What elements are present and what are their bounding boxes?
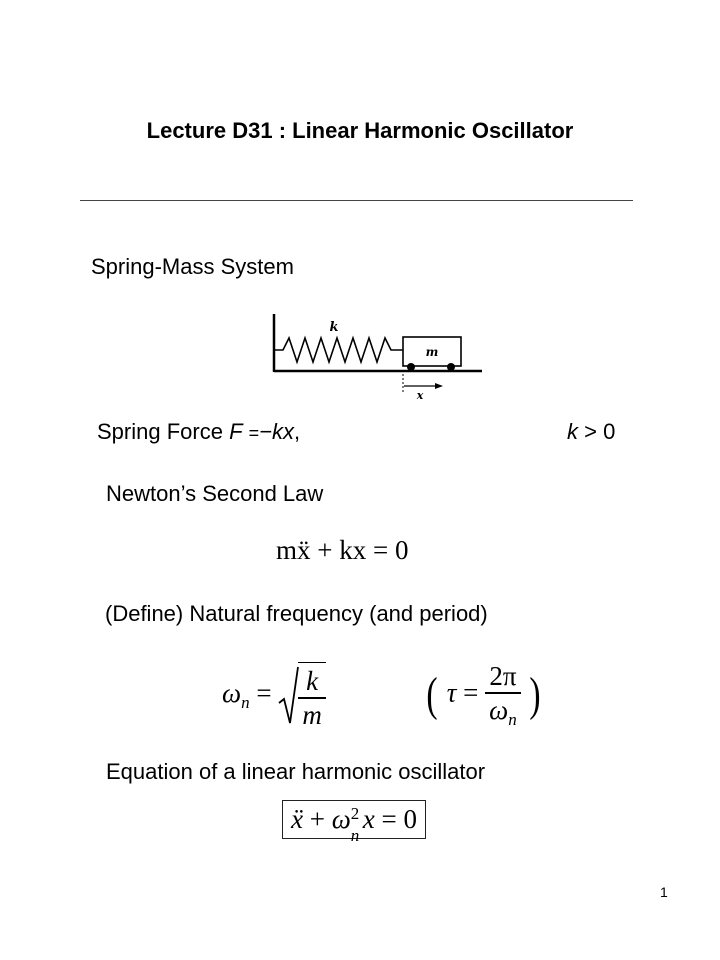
equation-rest: = 0: [381, 804, 418, 834]
omega-subscript: n: [241, 692, 250, 712]
wheel-left: [407, 363, 415, 371]
newton-equation: mẍ + kx = 0: [276, 535, 409, 565]
omega-subscript: n: [350, 826, 360, 845]
section-heading-harmonic-oscillator: Equation of a linear harmonic oscillator: [106, 759, 486, 784]
section-heading-natural-frequency: (Define) Natural frequency (and period): [105, 601, 488, 626]
harmonic-oscillator-equation: [282, 800, 426, 845]
omega-symbol: ω: [222, 677, 242, 708]
page-number: 1: [660, 884, 668, 900]
spring-constant-label: k: [329, 320, 339, 335]
fraction-numerator: k: [306, 666, 319, 696]
radical-sign-icon: [278, 665, 300, 727]
spring-force-label: Spring Force: [97, 419, 223, 444]
section-heading-spring-mass: Spring-Mass System: [91, 254, 294, 279]
x-double-dot: ẍ: [291, 804, 303, 834]
wheel-right: [447, 363, 455, 371]
spring-zigzag: [274, 338, 403, 362]
fraction-denominator: m: [302, 699, 322, 730]
period-equation: [424, 662, 543, 729]
force-symbol: F: [229, 419, 243, 444]
equals-sign: =: [248, 423, 260, 443]
root-fraction: [298, 662, 326, 729]
period-fraction: [485, 662, 521, 729]
left-paren: (: [426, 668, 438, 722]
x-symbol: x: [362, 804, 375, 834]
condition-variable: k: [567, 419, 578, 444]
square-root: [278, 662, 326, 729]
mass-label: m: [425, 345, 439, 359]
spring-constant-condition: [567, 419, 615, 445]
title-divider: [80, 200, 633, 201]
page-title: Lecture D31 : Linear Harmonic Oscillator: [146, 118, 574, 143]
natural-frequency-equation: [222, 662, 326, 729]
section-heading-newton: Newton’s Second Law: [106, 481, 324, 506]
omega-symbol: ω: [331, 804, 351, 834]
period-denominator: $\omega_n$: [489, 694, 517, 729]
plus-sign: +: [309, 804, 325, 834]
fraction-bar: [485, 692, 521, 694]
displacement-label: x: [416, 389, 424, 402]
equals-sign: =: [256, 677, 272, 708]
displacement-arrow-head: [435, 383, 443, 389]
spring-force-line: [97, 419, 300, 445]
comma: ,: [294, 419, 301, 444]
omega-superscript: 2: [350, 804, 360, 823]
period-numerator: 2π: [489, 661, 517, 691]
tau-symbol: τ: [446, 677, 457, 708]
spring-mass-diagram: [265, 310, 490, 402]
equals-sign: =: [463, 677, 479, 708]
force-rhs: −kx: [259, 419, 295, 444]
right-paren: ): [529, 668, 542, 722]
fraction-bar: [298, 697, 326, 699]
condition-rest: > 0: [584, 419, 616, 444]
